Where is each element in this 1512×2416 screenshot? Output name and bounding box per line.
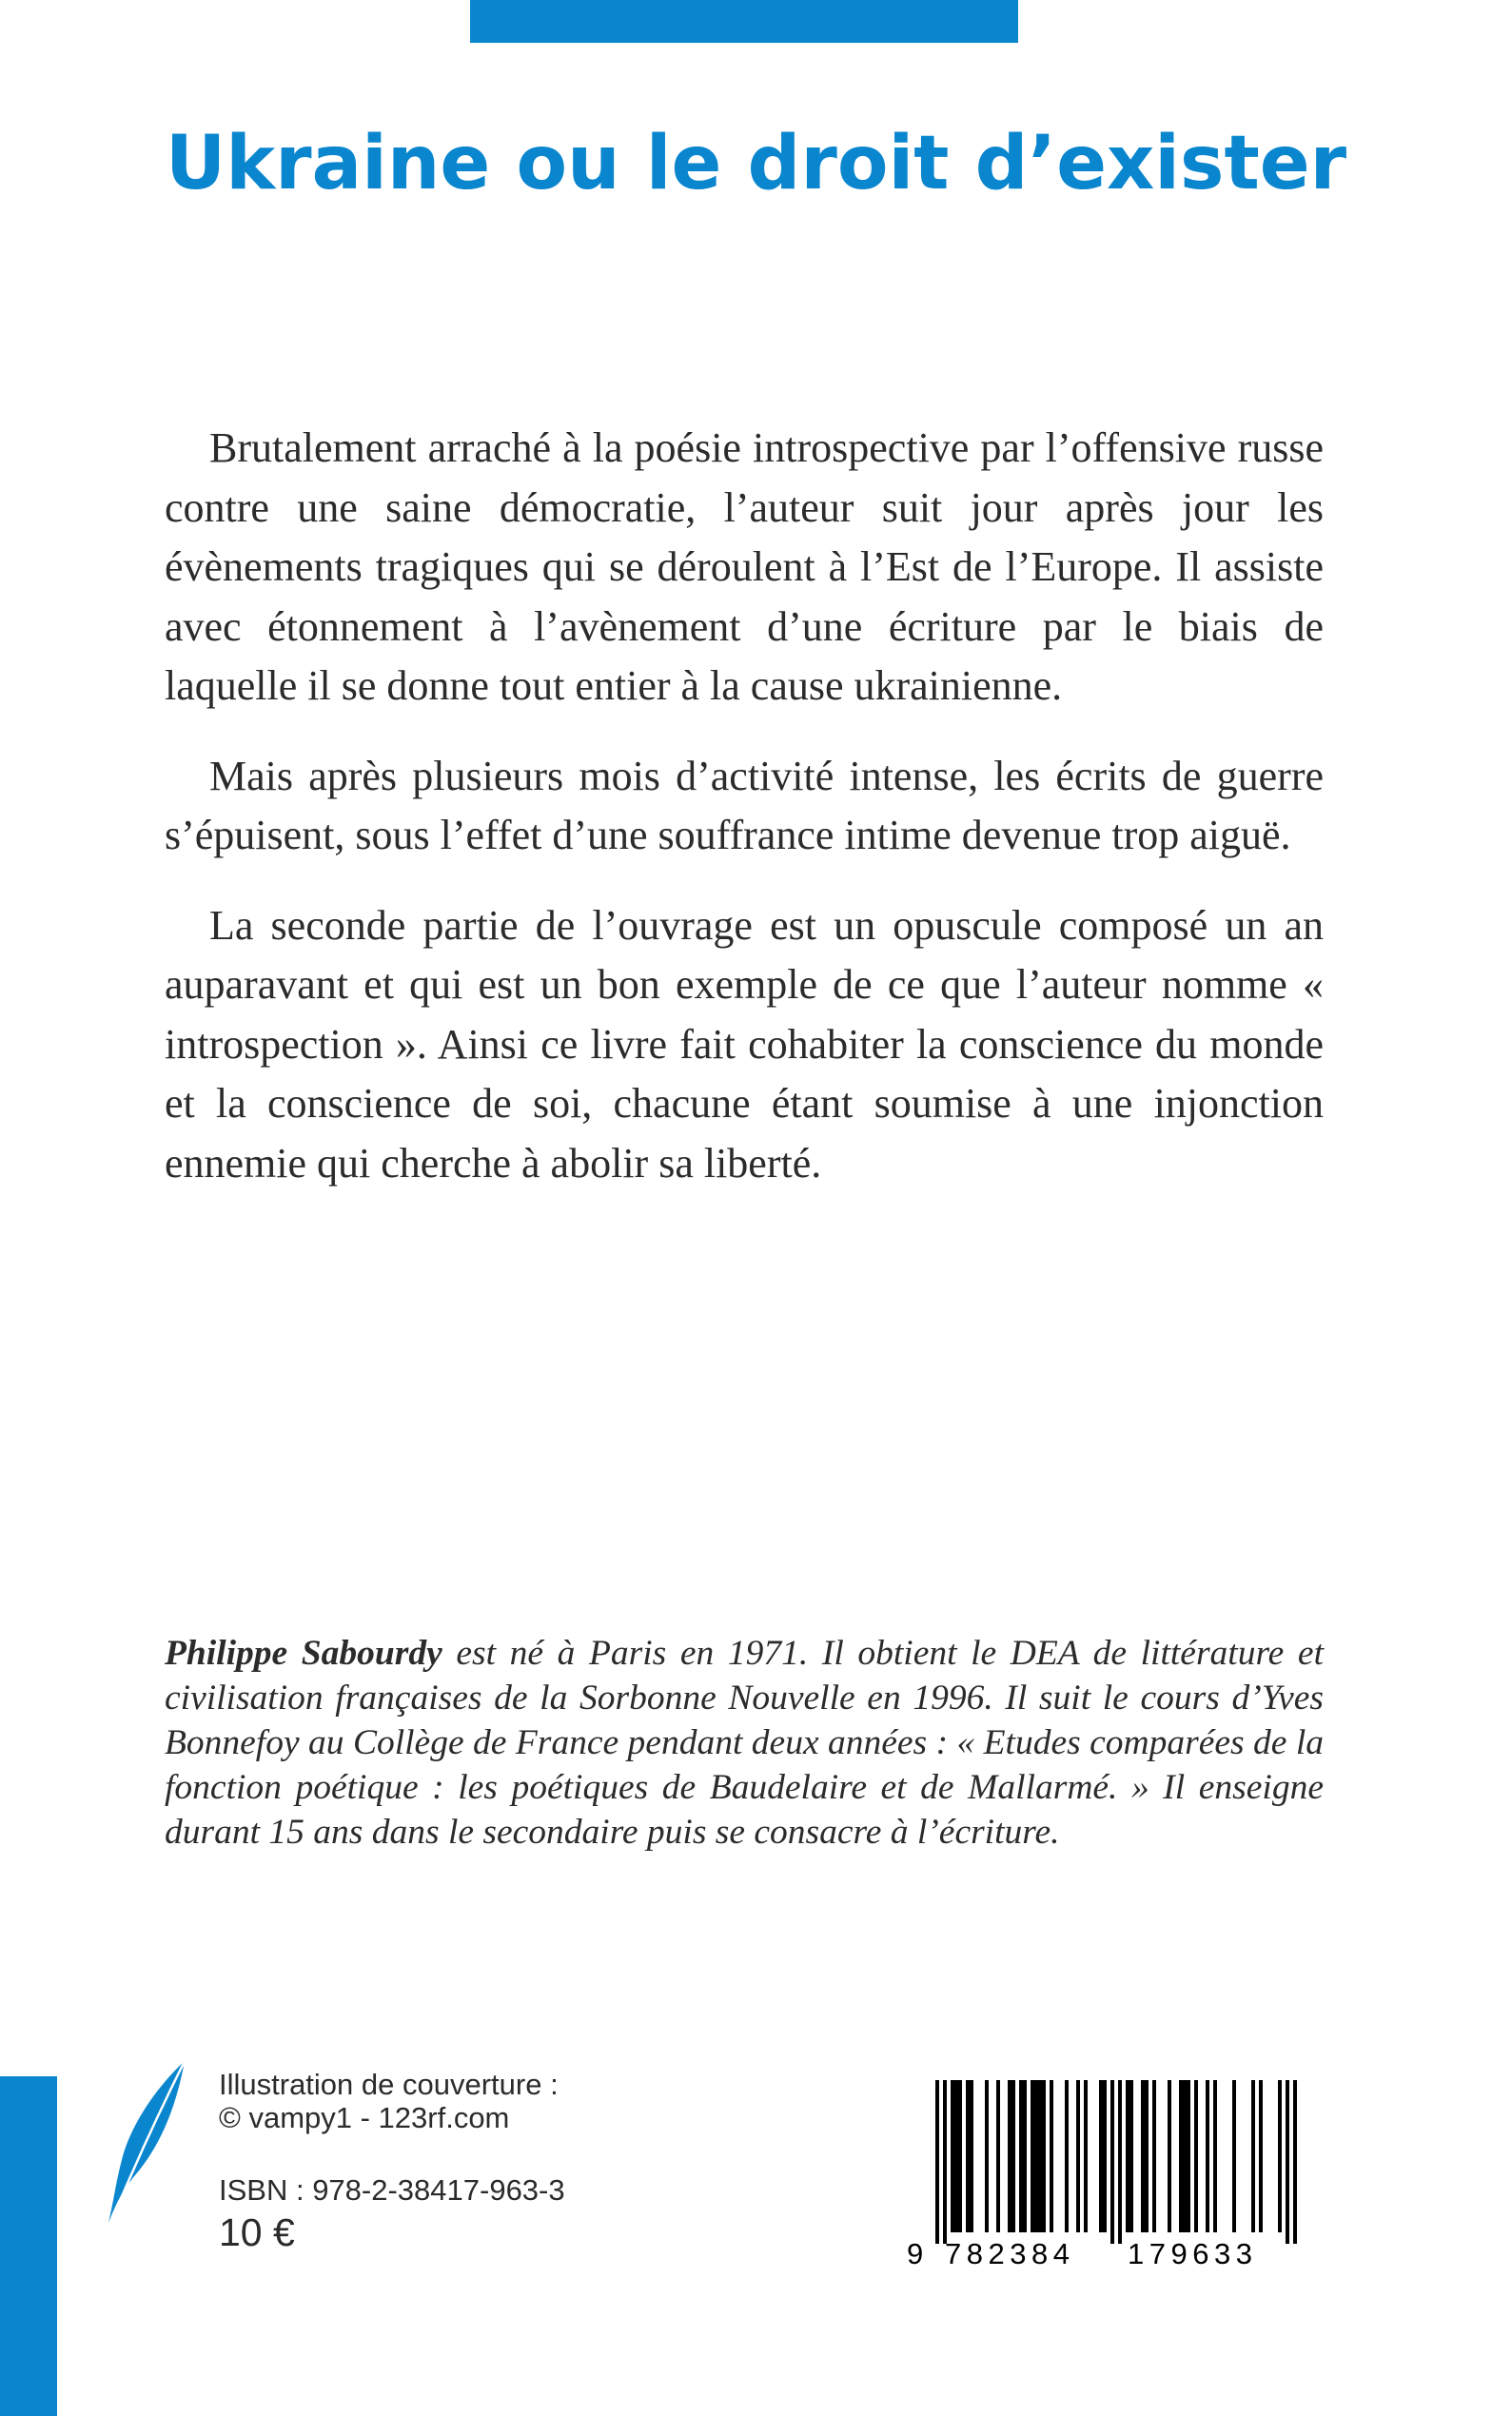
barcode-bar [1076,2080,1080,2232]
isbn-barcode [907,2080,1333,2273]
barcode-bar [951,2080,954,2232]
blurb-paragraph-1: Brutalement arraché à la poésie introspective par l’offensive russe contre une saine démocratie, l’auteur suit jour après jour les évènements tragiques qui se déroulent à l’Est de l’Europe. Il assiste avec étonnement à l’avènement d’une écriture par le biais de laquelle il se donne tout entier à la cause ukrainienne. [165,424,1324,709]
barcode-bar [1011,2080,1015,2232]
barcode-bar [1110,2080,1114,2244]
barcode-bars [935,2080,1316,2244]
illustration-credit-line-2: © vampy1 - 123rf.com [219,2101,510,2134]
barcode-bar [1251,2080,1255,2232]
barcode-left-group: 782384 [945,2237,1075,2270]
barcode-right-group: 179633 [1128,2237,1258,2270]
barcode-bar [1019,2080,1023,2232]
barcode-bar [954,2080,958,2232]
barcode-bar [966,2080,970,2232]
barcode-bar [1023,2080,1027,2232]
barcode-bar [1152,2080,1156,2232]
barcode-bar [1286,2080,1289,2244]
barcode-bar [1293,2080,1297,2244]
barcode-bar [1031,2080,1034,2232]
barcode-bar [1084,2080,1088,2232]
barcode-bar [985,2080,989,2232]
barcode-bar [935,2080,939,2244]
isbn-text: ISBN : 978-2-38417-963-3 [219,2173,565,2207]
cover-illustration-credit [219,2068,559,2134]
barcode-bar [1042,2080,1046,2232]
barcode-bar [1145,2080,1149,2232]
barcode-bar [996,2080,1000,2232]
feather-icon [103,2055,188,2227]
price-text: 10 € [219,2210,295,2254]
barcode-lead-digit: 9 [907,2237,924,2270]
barcode-bar [1141,2080,1145,2232]
barcode-bar [1126,2080,1129,2232]
barcode-bar [1034,2080,1038,2232]
blurb-paragraph-3: La seconde partie de l’ouvrage est un opuscule composé un an auparavant et qui est un bon exemple de ce que l’auteur nomme « introspection ». Ainsi ce livre fait cohabiter la conscience du monde et la conscience de soi, chacune étant soumise à une injonction ennemie qui cherche à abolir sa liberté. [165,901,1324,1187]
author-name: Philippe Sabourdy [165,1634,442,1673]
barcode-bar [1259,2080,1263,2232]
barcode-bar [1278,2080,1282,2232]
barcode-bar [1183,2080,1187,2232]
barcode-bar [1168,2080,1171,2232]
barcode-bar [1179,2080,1183,2232]
barcode-bar [1129,2080,1133,2232]
barcode-bar [1050,2080,1053,2232]
top-color-band [470,0,1018,43]
illustration-credit-line-1: Illustration de couverture : [219,2068,559,2101]
barcode-bar [1065,2080,1069,2232]
barcode-bar [958,2080,962,2232]
barcode-bar [970,2080,973,2232]
barcode-bar [1038,2080,1042,2232]
barcode-bar [1118,2080,1122,2244]
side-color-band [0,2076,57,2416]
barcode-bar [1213,2080,1217,2232]
barcode-bar [1103,2080,1107,2232]
author-bio-text: est né à Paris en 1971. Il obtient le DEA de littérature et civilisation françaises de la Sorbonne Nouvelle en 1996. Il suit le cours d’Yves Bonnefoy au Collège de France pendant deux années : « Etudes comparées de la fonction poétique : les poétiques de Baudelaire et de Mallarmé. » Il enseigne durant 15 ans dans le secondaire puis se consacre à l’écriture. [165,1634,1324,1852]
back-cover-blurb [165,419,1324,1224]
barcode-bar [943,2080,947,2244]
author-biography [165,1631,1324,1855]
barcode-bar [1187,2080,1190,2232]
barcode-bar [1194,2080,1198,2232]
barcode-bar [1206,2080,1209,2232]
barcode-bar [1008,2080,1011,2232]
barcode-bar [1232,2080,1236,2232]
barcode-bar [1099,2080,1103,2232]
book-title: Ukraine ou le droit d’exister [165,121,1347,206]
blurb-paragraph-2: Mais après plusieurs mois d’activité intense, les écrits de guerre s’épuisent, sous l’effet d’une souffrance intime devenue trop aiguë. [165,752,1324,858]
